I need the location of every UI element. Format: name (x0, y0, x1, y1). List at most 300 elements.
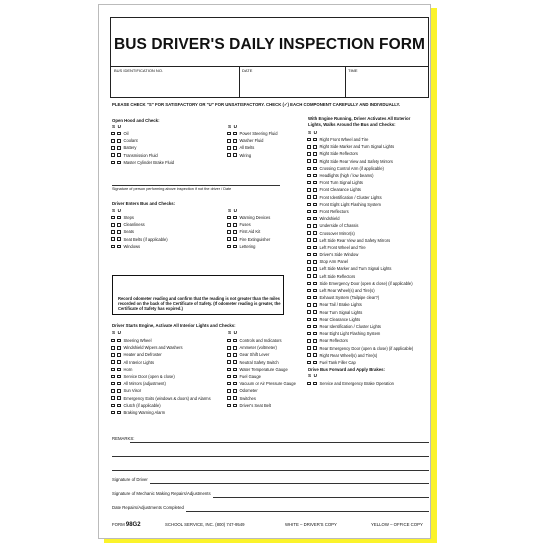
su-header: S U (112, 208, 121, 213)
checklist-item (227, 344, 296, 351)
driver-enters-title: Driver Enters Bus and Checks: (112, 201, 176, 206)
checklist-item (111, 152, 174, 159)
satisfactory-checkbox[interactable] (307, 167, 311, 171)
checklist-item (307, 359, 413, 366)
checklist-item (307, 229, 413, 236)
satisfactory-checkbox[interactable] (111, 389, 115, 393)
unsatisfactory-checkbox[interactable] (117, 368, 121, 372)
yellow-copy-label: YELLOW – OFFICE COPY (371, 522, 423, 527)
unsatisfactory-checkbox[interactable] (117, 404, 121, 408)
checklist-item-label: Horn (123, 366, 133, 372)
checklist-item-label: Front Turn Signal Lights (319, 180, 363, 186)
unsatisfactory-checkbox[interactable] (233, 339, 237, 343)
checklist-item-label: Left Side Rear View and Safety Mirrors (319, 237, 391, 243)
satisfactory-checkbox[interactable] (111, 146, 115, 150)
checklist-item-label: Service and Emergency Brake Operation (319, 381, 394, 387)
satisfactory-checkbox[interactable] (307, 174, 311, 178)
unsatisfactory-checkbox[interactable] (233, 382, 237, 386)
unsatisfactory-checkbox[interactable] (313, 203, 317, 207)
satisfactory-checkbox[interactable] (307, 353, 311, 357)
checklist-item (227, 380, 296, 387)
driver-signature-label: Signature of Driver (112, 477, 148, 482)
publisher: SCHOOL SERVICE, INC. (800) 747-9549 (165, 522, 245, 527)
unsatisfactory-checkbox[interactable] (117, 230, 121, 234)
satisfactory-checkbox[interactable] (111, 375, 115, 379)
unsatisfactory-checkbox[interactable] (117, 161, 121, 165)
checklist-item (227, 243, 270, 250)
checklist-item (227, 373, 296, 380)
unsatisfactory-checkbox[interactable] (233, 223, 237, 227)
driver-enters-list-left (111, 214, 168, 250)
satisfactory-checkbox[interactable] (227, 223, 231, 227)
checklist-item (111, 387, 211, 394)
checklist-item-label: Washer Fluid (239, 138, 264, 144)
satisfactory-checkbox[interactable] (227, 368, 231, 372)
checklist-item (227, 387, 296, 394)
unsatisfactory-checkbox[interactable] (313, 325, 317, 329)
unsatisfactory-checkbox[interactable] (313, 346, 317, 350)
checklist-item-label: First Aid Kit (239, 229, 261, 235)
unsatisfactory-checkbox[interactable] (313, 145, 317, 149)
checklist-item-label: Steering Wheel (123, 338, 152, 344)
checklist-item-label: Stop Arm Panel (319, 259, 348, 265)
checklist-item-label: Wiring (239, 152, 252, 158)
satisfactory-checkbox[interactable] (307, 382, 311, 386)
satisfactory-checkbox[interactable] (227, 353, 231, 357)
checklist-item (307, 150, 413, 157)
unsatisfactory-checkbox[interactable] (117, 346, 121, 350)
checklist-item (227, 337, 296, 344)
checklist-item (227, 137, 278, 144)
satisfactory-checkbox[interactable] (307, 210, 311, 214)
checklist-item (307, 316, 413, 323)
checklist-item (307, 208, 413, 215)
satisfactory-checkbox[interactable] (227, 237, 231, 241)
unsatisfactory-checkbox[interactable] (233, 368, 237, 372)
checklist-item-label: Rear Eight Light Flashing System (319, 331, 381, 337)
checklist-item-label: Rear Identification / Cluster Lights (319, 323, 381, 329)
checklist-item-label: Cleanliness (123, 222, 145, 228)
checklist-item (111, 228, 168, 235)
checklist-item-label: Left Front Wheel and Tire (319, 244, 366, 250)
driver-signature-line[interactable] (150, 483, 429, 484)
checklist-item (111, 144, 174, 151)
unsatisfactory-checkbox[interactable] (313, 382, 317, 386)
checklist-item (111, 380, 211, 387)
checklist-item (227, 351, 296, 358)
satisfactory-checkbox[interactable] (227, 230, 231, 234)
satisfactory-checkbox[interactable] (307, 138, 311, 142)
unsatisfactory-checkbox[interactable] (313, 167, 317, 171)
checklist-item (307, 287, 413, 294)
mechanic-signature-label: Signature of Mechanic Making Repairs/Adjustments (112, 491, 211, 496)
checklist-item (111, 221, 168, 228)
su-header: S U (112, 330, 121, 335)
unsatisfactory-checkbox[interactable] (233, 153, 237, 157)
satisfactory-checkbox[interactable] (111, 404, 115, 408)
satisfactory-checkbox[interactable] (307, 231, 311, 235)
date-repairs-line[interactable] (186, 511, 429, 512)
date-label: DATE (242, 68, 253, 73)
checklist-item-label: Left Side Reflectors (319, 273, 356, 279)
checklist-item (227, 366, 296, 373)
unsatisfactory-checkbox[interactable] (313, 238, 317, 242)
satisfactory-checkbox[interactable] (111, 153, 115, 157)
unsatisfactory-checkbox[interactable] (313, 318, 317, 322)
satisfactory-checkbox[interactable] (227, 146, 231, 150)
satisfactory-checkbox[interactable] (111, 346, 115, 350)
satisfactory-checkbox[interactable] (307, 253, 311, 257)
unsatisfactory-checkbox[interactable] (233, 245, 237, 249)
unsatisfactory-checkbox[interactable] (313, 253, 317, 257)
checklist-item-label: Front Eight Light Flashing System (319, 201, 381, 207)
unsatisfactory-checkbox[interactable] (313, 282, 317, 286)
unsatisfactory-checkbox[interactable] (313, 260, 317, 264)
unsatisfactory-checkbox[interactable] (117, 353, 121, 357)
satisfactory-checkbox[interactable] (307, 238, 311, 242)
checklist-item (307, 222, 413, 229)
su-header: S U (228, 208, 237, 213)
checklist-item (227, 152, 278, 159)
checklist-item-label: Oil (123, 131, 129, 137)
satisfactory-checkbox[interactable] (307, 325, 311, 329)
checklist-item (307, 330, 413, 337)
unsatisfactory-checkbox[interactable] (313, 296, 317, 300)
unsatisfactory-checkbox[interactable] (313, 274, 317, 278)
satisfactory-checkbox[interactable] (307, 267, 311, 271)
checklist-item (307, 194, 413, 201)
engine-interior-list-right (227, 337, 296, 409)
satisfactory-checkbox[interactable] (111, 368, 115, 372)
satisfactory-checkbox[interactable] (307, 332, 311, 336)
checklist-item (111, 159, 174, 166)
checklist-item (227, 359, 296, 366)
checklist-item (227, 144, 278, 151)
satisfactory-checkbox[interactable] (307, 195, 311, 199)
satisfactory-checkbox[interactable] (307, 339, 311, 343)
checklist-item (307, 380, 394, 387)
unsatisfactory-checkbox[interactable] (233, 360, 237, 364)
checklist-item-label: Right Front Wheel and Tire (319, 137, 369, 143)
satisfactory-checkbox[interactable] (111, 237, 115, 241)
unsatisfactory-checkbox[interactable] (233, 353, 237, 357)
su-header: S U (308, 130, 317, 135)
satisfactory-checkbox[interactable] (227, 382, 231, 386)
checklist-item (111, 373, 211, 380)
checklist-item-label: All Mirrors (adjustment) (123, 381, 166, 387)
checklist-item (307, 244, 413, 251)
satisfactory-checkbox[interactable] (307, 224, 311, 228)
unsatisfactory-checkbox[interactable] (117, 132, 121, 136)
unsatisfactory-checkbox[interactable] (117, 153, 121, 157)
checklist-item-label: Left Side Marker and Turn Signal Lights (319, 266, 392, 272)
checklist-item (307, 143, 413, 150)
satisfactory-checkbox[interactable] (111, 353, 115, 357)
satisfactory-checkbox[interactable] (227, 389, 231, 393)
unsatisfactory-checkbox[interactable] (233, 389, 237, 393)
satisfactory-checkbox[interactable] (307, 203, 311, 207)
unsatisfactory-checkbox[interactable] (117, 245, 121, 249)
satisfactory-checkbox[interactable] (227, 132, 231, 136)
checklist-item (111, 243, 168, 250)
satisfactory-checkbox[interactable] (111, 216, 115, 220)
checklist-item (307, 258, 413, 265)
checklist-item-label: Heater and Defroster (123, 352, 162, 358)
unsatisfactory-checkbox[interactable] (313, 224, 317, 228)
form-title: BUS DRIVER'S DAILY INSPECTION FORM (113, 36, 426, 53)
open-hood-list-right (227, 130, 278, 159)
satisfactory-checkbox[interactable] (307, 181, 311, 185)
checklist-item (111, 236, 168, 243)
unsatisfactory-checkbox[interactable] (233, 216, 237, 220)
unsatisfactory-checkbox[interactable] (313, 353, 317, 357)
satisfactory-checkbox[interactable] (307, 274, 311, 278)
satisfactory-checkbox[interactable] (227, 404, 231, 408)
remarks-label: REMARKS: (112, 436, 135, 441)
unsatisfactory-checkbox[interactable] (233, 132, 237, 136)
satisfactory-checkbox[interactable] (227, 153, 231, 157)
checklist-item-label: Driver's Side Window (319, 252, 359, 258)
unsatisfactory-checkbox[interactable] (313, 303, 317, 307)
satisfactory-checkbox[interactable] (227, 346, 231, 350)
checklist-item (227, 395, 296, 402)
satisfactory-checkbox[interactable] (307, 318, 311, 322)
forward-brakes-list (307, 380, 394, 387)
checklist-item (111, 214, 168, 221)
checklist-item (307, 301, 413, 308)
su-header: S U (228, 124, 237, 129)
checklist-item (227, 221, 270, 228)
unsatisfactory-checkbox[interactable] (313, 332, 317, 336)
checklist-item-label: Lettering (239, 243, 256, 249)
engine-interior-title: Driver Starts Engine, Activate All Interior Lights and Checks: (112, 323, 236, 328)
checklist-item (111, 337, 211, 344)
satisfactory-checkbox[interactable] (307, 303, 311, 307)
checklist-item-label: Seats (123, 229, 134, 235)
satisfactory-checkbox[interactable] (307, 152, 311, 156)
satisfactory-checkbox[interactable] (111, 139, 115, 143)
unsatisfactory-checkbox[interactable] (117, 339, 121, 343)
checklist-item (111, 395, 211, 402)
satisfactory-checkbox[interactable] (111, 245, 115, 249)
satisfactory-checkbox[interactable] (111, 132, 115, 136)
satisfactory-checkbox[interactable] (111, 382, 115, 386)
satisfactory-checkbox[interactable] (307, 289, 311, 293)
unsatisfactory-checkbox[interactable] (117, 223, 121, 227)
satisfactory-checkbox[interactable] (227, 360, 231, 364)
su-header: S U (112, 124, 121, 129)
satisfactory-checkbox[interactable] (307, 217, 311, 221)
satisfactory-checkbox[interactable] (307, 346, 311, 350)
satisfactory-checkbox[interactable] (227, 339, 231, 343)
unsatisfactory-checkbox[interactable] (313, 361, 317, 365)
checklist-item (307, 179, 413, 186)
unsatisfactory-checkbox[interactable] (313, 159, 317, 163)
satisfactory-checkbox[interactable] (227, 396, 231, 400)
time-label: TIME (348, 68, 358, 73)
checklist-item-label: Front Identification / Cluster Lights (319, 194, 382, 200)
unsatisfactory-checkbox[interactable] (233, 237, 237, 241)
checklist-item-label: Front Reflectors (319, 208, 349, 214)
unsatisfactory-checkbox[interactable] (233, 404, 237, 408)
checklist-item (307, 273, 413, 280)
unsatisfactory-checkbox[interactable] (233, 375, 237, 379)
remarks-line[interactable] (130, 442, 429, 443)
satisfactory-checkbox[interactable] (307, 246, 311, 250)
checklist-item (307, 172, 413, 179)
unsatisfactory-checkbox[interactable] (117, 139, 121, 143)
satisfactory-checkbox[interactable] (307, 361, 311, 365)
unsatisfactory-checkbox[interactable] (233, 346, 237, 350)
satisfactory-checkbox[interactable] (111, 339, 115, 343)
unsatisfactory-checkbox[interactable] (117, 360, 121, 364)
checklist-item-label: Ammeter (voltmeter) (239, 345, 277, 351)
checklist-item-label: Sun Visor (123, 388, 142, 394)
satisfactory-checkbox[interactable] (307, 310, 311, 314)
satisfactory-checkbox[interactable] (111, 360, 115, 364)
bus-id-label: BUS IDENTIFICATION NO. (114, 68, 164, 73)
checklist-item (111, 409, 211, 416)
engine-exterior-list (307, 136, 413, 366)
checklist-item-label: All Belts (239, 145, 255, 151)
unsatisfactory-checkbox[interactable] (117, 375, 121, 379)
checklist-item-label: Coolant (123, 138, 138, 144)
date-repairs-label: Date Repairs/Adjustments Completed (112, 505, 184, 510)
unsatisfactory-checkbox[interactable] (233, 139, 237, 143)
checklist-item-label: Rear Tail / Brake Lights (319, 302, 362, 308)
checklist-item-label: Rear Clearance Lights (319, 316, 361, 322)
unsatisfactory-checkbox[interactable] (117, 389, 121, 393)
checklist-item-label: Controls and Indicators (239, 338, 282, 344)
checklist-item (307, 186, 413, 193)
checklist-item (307, 136, 413, 143)
remarks-line[interactable] (112, 470, 429, 471)
checklist-item-label: Front Clearance Lights (319, 187, 361, 193)
checklist-item-label: Left Rear Wheel(s) and Tire(s) (319, 288, 375, 294)
checklist-item (307, 265, 413, 272)
engine-exterior-title: With Engine Running, Driver Activates All Exterior Lights, Walks Around the Bus and Checks: (308, 116, 411, 127)
open-hood-title: Open Hood and Check: (112, 118, 160, 123)
checklist-item-label: Crossover Mirror(s) (319, 230, 355, 236)
unsatisfactory-checkbox[interactable] (313, 195, 317, 199)
white-copy-label: WHITE – DRIVER'S COPY (285, 522, 337, 527)
form-header-box (110, 17, 429, 98)
unsatisfactory-checkbox[interactable] (313, 231, 317, 235)
satisfactory-checkbox[interactable] (227, 139, 231, 143)
unsatisfactory-checkbox[interactable] (313, 210, 317, 214)
checklist-item-label: Gear Shift Lever (239, 352, 270, 358)
unsatisfactory-checkbox[interactable] (117, 146, 121, 150)
satisfactory-checkbox[interactable] (227, 375, 231, 379)
unsatisfactory-checkbox[interactable] (233, 396, 237, 400)
unsatisfactory-checkbox[interactable] (313, 138, 317, 142)
checklist-item-label: Battery (123, 145, 137, 151)
unsatisfactory-checkbox[interactable] (313, 289, 317, 293)
satisfactory-checkbox[interactable] (111, 161, 115, 165)
unsatisfactory-checkbox[interactable] (313, 217, 317, 221)
unsatisfactory-checkbox[interactable] (117, 396, 121, 400)
checklist-item (227, 214, 270, 221)
engine-interior-list-left (111, 337, 211, 416)
satisfactory-checkbox[interactable] (307, 159, 311, 163)
satisfactory-checkbox[interactable] (227, 216, 231, 220)
remarks-line[interactable] (112, 456, 429, 457)
checklist-item (307, 294, 413, 301)
unsatisfactory-checkbox[interactable] (117, 382, 121, 386)
checklist-item (307, 280, 413, 287)
satisfactory-checkbox[interactable] (111, 223, 115, 227)
checklist-item-label: Crossing Control Arm (if applicable) (319, 165, 384, 171)
unsatisfactory-checkbox[interactable] (313, 267, 317, 271)
checklist-item-label: Fuel Tank Filler Cap (319, 359, 356, 365)
satisfactory-checkbox[interactable] (307, 145, 311, 149)
hood-signature-note: Signature of person performing above inspection if not the driver / Date (112, 187, 232, 191)
checklist-item-label: Right Side Reflectors (319, 151, 358, 157)
unsatisfactory-checkbox[interactable] (313, 174, 317, 178)
checklist-item (307, 352, 413, 359)
checklist-item-label: Windshield (319, 216, 340, 222)
unsatisfactory-checkbox[interactable] (233, 146, 237, 150)
checklist-item-label: Emergency Exits (windows & doors) and Alarms (123, 395, 211, 401)
forward-brakes-title: Drive Bus Forward and Apply Brakes: (308, 367, 385, 372)
checklist-item-label: Fuel Gauge (239, 374, 261, 380)
satisfactory-checkbox[interactable] (111, 396, 115, 400)
checklist-item (227, 402, 296, 409)
checklist-item (227, 228, 270, 235)
unsatisfactory-checkbox[interactable] (117, 237, 121, 241)
checklist-item-label: Windows (123, 243, 141, 249)
checklist-item-label: Fire Extinguisher (239, 236, 271, 242)
checklist-item (307, 215, 413, 222)
driver-enters-list-right (227, 214, 270, 250)
checklist-item-label: Switches (239, 395, 256, 401)
instructions: PLEASE CHECK "S" FOR SATISFACTORY OR "U" FOR UNSATISFACTORY. CHECK (✓) EACH COMPONENT CAREFULLY AND INDIVIDUALLY. (112, 102, 401, 107)
checklist-item-label: All Interior Lights (123, 359, 154, 365)
satisfactory-checkbox[interactable] (111, 230, 115, 234)
checklist-item-label: Master Cylinder Brake Fluid (123, 159, 175, 165)
satisfactory-checkbox[interactable] (111, 411, 115, 415)
su-header: S U (308, 373, 317, 378)
satisfactory-checkbox[interactable] (307, 188, 311, 192)
satisfactory-checkbox[interactable] (227, 245, 231, 249)
unsatisfactory-checkbox[interactable] (313, 152, 317, 156)
checklist-item (111, 137, 174, 144)
satisfactory-checkbox[interactable] (307, 282, 311, 286)
unsatisfactory-checkbox[interactable] (233, 230, 237, 234)
open-hood-list-left (111, 130, 174, 166)
unsatisfactory-checkbox[interactable] (313, 188, 317, 192)
checklist-item (111, 366, 211, 373)
unsatisfactory-checkbox[interactable] (313, 246, 317, 250)
checklist-item-label: Right Rear Wheel(s) and Tire(s) (319, 352, 378, 358)
satisfactory-checkbox[interactable] (307, 260, 311, 264)
unsatisfactory-checkbox[interactable] (313, 339, 317, 343)
unsatisfactory-checkbox[interactable] (313, 181, 317, 185)
checklist-item (111, 359, 211, 366)
unsatisfactory-checkbox[interactable] (117, 216, 121, 220)
checklist-item-label: Vacuum or Air Pressure Gauge (239, 381, 296, 387)
satisfactory-checkbox[interactable] (307, 296, 311, 300)
mechanic-signature-line[interactable] (213, 497, 429, 498)
checklist-item (307, 237, 413, 244)
unsatisfactory-checkbox[interactable] (117, 411, 121, 415)
checklist-item (307, 309, 413, 316)
checklist-item (111, 344, 211, 351)
unsatisfactory-checkbox[interactable] (313, 310, 317, 314)
checklist-item-label: Side Emergency Door (open & close) (if applicable) (319, 280, 413, 286)
checklist-item-label: Fuses (239, 222, 251, 228)
checklist-item (307, 323, 413, 330)
